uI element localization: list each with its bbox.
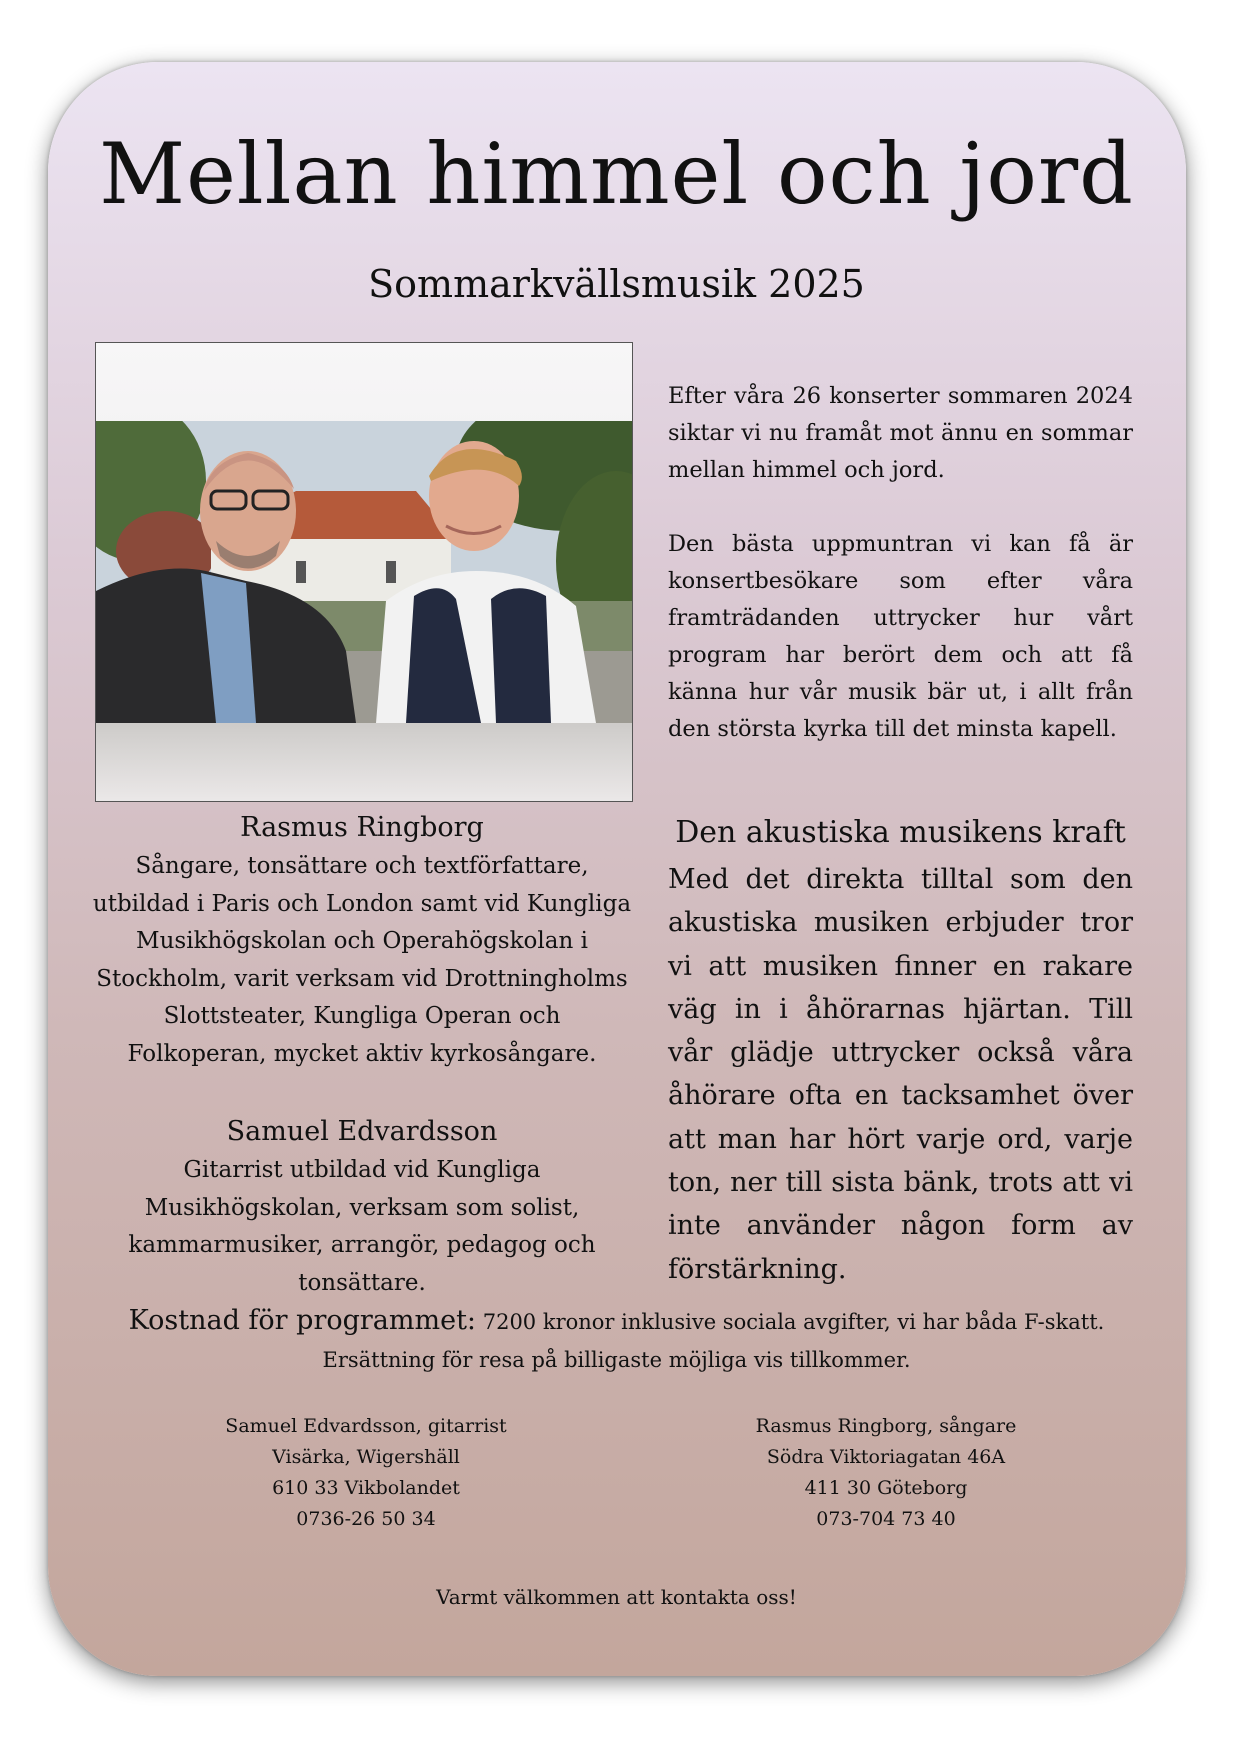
contact-rasmus xyxy=(686,1411,1086,1535)
contact-phone: 0736-26 50 34 xyxy=(296,1508,436,1530)
page-title: Mellan himmel och jord xyxy=(99,125,1134,223)
acoustic-body: Med det direkta tilltal som den akustiska musiken erbjuder tror vi att musiken finner en rakare väg in i åhörarnas hjärtan. Till vår glädje uttrycker också våra åhörare ofta en tacksamhet över att man har hört varje ord, varje ton, ner till sista bänk, trots att vi inte använder någon form av förstärkning. xyxy=(668,864,1133,1285)
welcome-text: Varmt välkommen att kontakta oss! xyxy=(436,1585,797,1609)
bio-name: Rasmus Ringborg xyxy=(240,812,484,843)
contact-phone: 073-704 73 40 xyxy=(816,1508,956,1530)
bio-description: Sångare, tonsättare och textförfattare, utbildad i Paris och London samt vid Kungliga Musikhögskolan och Operahögskolan i Stockholm, varit verksam vid Drottningholms Slottsteater, Kungliga Operan och Folkoperan, mycket aktiv kyrkosångare. xyxy=(92,853,632,1067)
intro-paragraph-2: Den bästa uppmuntran vi kan få är konsertbesökare som efter våra framträdanden uttrycker hur vårt program har berört dem och att få känna hur vår musik bär ut, i allt från den största kyrka till det minsta kapell. xyxy=(668,531,1133,742)
cost-text: 7200 kronor inklusive sociala avgifter, vi har båda F-skatt. xyxy=(476,1310,1105,1334)
contact-name: Samuel Edvardsson, gitarrist xyxy=(225,1415,507,1437)
cost-section xyxy=(0,1302,1233,1379)
musicians-photo-illustration xyxy=(96,421,632,723)
page-subtitle: Sommarkvällsmusik 2025 xyxy=(368,262,865,306)
musicians-photo xyxy=(95,342,633,802)
contact-address-line2: 610 33 Vikbolandet xyxy=(272,1477,460,1499)
bio-rasmus xyxy=(92,808,632,1073)
travel-text: Ersättning för resa på billigaste möjliga vis tillkommer. xyxy=(322,1348,911,1372)
cost-label: Kostnad för programmet: xyxy=(128,1305,477,1336)
contact-address-line1: Visärka, Wigershäll xyxy=(272,1446,460,1468)
bio-description: Gitarrist utbildad vid Kungliga Musikhögskolan, verksam som solist, kammarmusiker, arrangör, pedagog och tonsättare. xyxy=(128,1157,596,1296)
cost-line xyxy=(0,1302,1233,1341)
intro-paragraph-1: Efter våra 26 konserter sommaren 2024 siktar vi nu framåt mot ännu en sommar mellan himmel och jord. xyxy=(668,383,1133,483)
contact-name: Rasmus Ringborg, sångare xyxy=(755,1415,1017,1437)
contact-address-line2: 411 30 Göteborg xyxy=(804,1477,968,1499)
photo-reflection xyxy=(96,723,632,801)
contact-samuel xyxy=(166,1411,566,1535)
contact-address-line1: Södra Viktoriagatan 46A xyxy=(766,1446,1006,1468)
acoustic-heading: Den akustiska musikens kraft xyxy=(675,815,1126,850)
bio-name: Samuel Edvardsson xyxy=(226,1116,498,1147)
bio-samuel xyxy=(92,1112,632,1302)
intro-text xyxy=(668,378,1133,785)
